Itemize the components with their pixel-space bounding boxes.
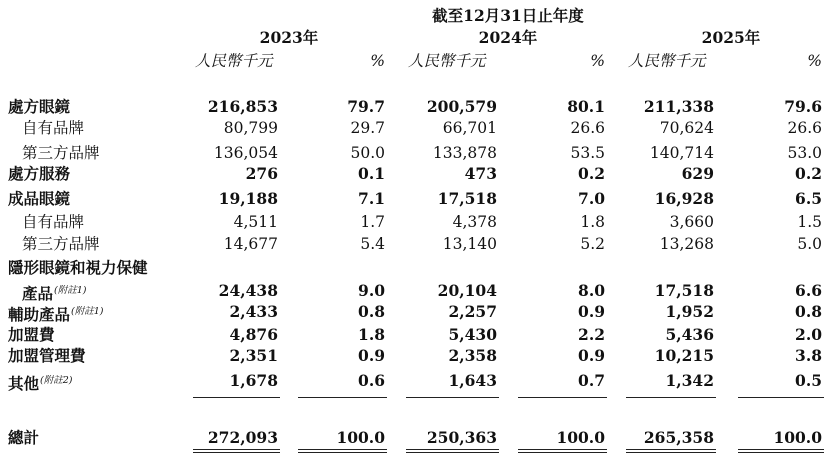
table-cell: 5,436 [665,325,714,344]
table-cell: 1.7 [360,213,385,231]
table-cell: 0.7 [578,371,605,390]
table-cell: 473 [464,164,497,183]
table-cell: 0.9 [578,346,605,365]
total-cell: 265,358 [643,428,714,447]
table-cell: 13,268 [659,235,714,253]
table-cell: 2.2 [578,325,605,344]
row-label [8,164,70,184]
total-cell: 100.0 [556,428,605,447]
row-label-text: 成品眼鏡 [8,189,71,208]
table-cell: 24,438 [218,281,278,300]
table-cell: 2,257 [448,302,497,321]
table-cell: 20,104 [437,281,497,300]
table-cell: 6.5 [795,189,822,208]
table-cell: 26.6 [570,119,605,137]
column-rule [298,397,387,398]
table-cell: 16,928 [654,189,714,208]
row-label [8,371,72,394]
row-label [22,143,100,163]
table-cell: 1.5 [797,213,822,231]
table-cell: 0.2 [795,164,822,183]
footnote-marker: (附註2) [40,375,73,386]
row-label [22,281,86,304]
row-label-text: 處方眼鏡 [8,97,71,116]
year-header: 2024年 [478,28,538,47]
table-cell: 50.0 [350,144,385,162]
row-label-text: 其他 [8,374,40,393]
row-label-text: 產品 [22,284,54,303]
table-cell: 216,853 [207,97,278,116]
table-cell: 0.6 [358,371,385,390]
percent-label: % [590,52,605,70]
table-cell: 5,430 [448,325,497,344]
table-cell: 80,799 [223,119,278,137]
unit-label: 人民幣千元 [628,52,706,70]
table-cell: 79.6 [784,97,822,116]
column-rule [518,449,607,450]
footnote-marker: (附註1) [71,306,104,317]
table-cell: 53.0 [787,144,822,162]
column-rule [193,452,280,453]
row-label-text: 處方服務 [8,164,71,183]
table-cell: 5.2 [580,235,605,253]
table-cell: 66,701 [442,119,497,137]
table-cell: 1,643 [448,371,497,390]
column-rule [738,452,824,453]
column-rule [518,452,607,453]
table-cell: 629 [681,164,714,183]
column-rule [193,397,280,398]
row-label-text: 自有品牌 [22,119,85,137]
unit-label: 人民幣千元 [408,52,486,70]
row-label [22,118,84,138]
table-cell: 1,678 [229,371,278,390]
table-cell: 200,579 [426,97,497,116]
table-cell: 0.1 [358,164,385,183]
table-cell: 53.5 [570,144,605,162]
table-cell: 140,714 [649,144,714,162]
table-cell: 0.8 [358,302,385,321]
unit-label: 人民幣千元 [195,52,273,70]
table-cell: 211,338 [643,97,714,116]
column-rule [193,449,280,450]
table-cell: 136,054 [213,144,278,162]
table-cell: 14,677 [223,235,278,253]
row-label-text: 加盟費 [8,325,55,344]
table-cell: 4,378 [452,213,497,231]
table-cell: 2,433 [229,302,278,321]
table-cell: 7.0 [578,189,605,208]
row-label [22,234,100,254]
row-label-text: 加盟管理費 [8,346,86,365]
year-header: 2023年 [259,28,319,47]
table-cell: 17,518 [437,189,497,208]
table-cell: 0.8 [795,302,822,321]
table-cell: 276 [245,164,278,183]
column-rule [406,397,499,398]
row-label [22,212,84,232]
row-label-text: 輔助產品 [8,305,71,324]
row-label [8,97,70,117]
table-cell: 1,342 [665,371,714,390]
table-cell: 8.0 [578,281,605,300]
table-cell: 7.1 [358,189,385,208]
table-cell: 80.1 [567,97,605,116]
column-rule [406,449,499,450]
table-cell: 3.8 [795,346,822,365]
row-label [8,189,70,209]
table-cell: 13,140 [442,235,497,253]
year-header: 2025年 [701,28,761,47]
table-cell: 2.0 [795,325,822,344]
column-rule [298,452,387,453]
table-cell: 1.8 [580,213,605,231]
table-cell: 5.4 [360,235,385,253]
table-cell: 26.6 [787,119,822,137]
table-cell: 0.2 [578,164,605,183]
table-cell: 29.7 [350,119,385,137]
column-rule [298,449,387,450]
total-cell: 100.0 [336,428,385,447]
table-cell: 3,660 [669,213,714,231]
table-cell: 4,876 [229,325,278,344]
table-cell: 133,878 [432,144,497,162]
total-cell: 100.0 [773,428,822,447]
table-cell: 1,952 [665,302,714,321]
row-label-text: 隱形眼鏡和視力保健 [8,258,148,277]
total-label: 總計 [8,428,40,447]
table-cell: 10,215 [654,346,714,365]
total-cell: 250,363 [426,428,497,447]
column-rule [738,449,824,450]
table-cell: 17,518 [654,281,714,300]
table-cell: 6.6 [795,281,822,300]
table-cell: 70,624 [659,119,714,137]
column-rule [626,452,716,453]
row-label-text: 自有品牌 [22,213,85,231]
table-cell: 19,188 [218,189,278,208]
footnote-marker: (附註1) [54,285,87,296]
row-label [8,325,55,345]
column-rule [518,397,607,398]
row-label [8,346,86,366]
table-cell: 1.8 [358,325,385,344]
table-cell: 5.0 [797,235,822,253]
row-label-text: 第三方品牌 [22,235,100,253]
table-cell: 0.9 [358,346,385,365]
column-rule [738,397,824,398]
row-label-text: 第三方品牌 [22,144,100,162]
table-cell: 79.7 [347,97,385,116]
table-cell: 4,511 [233,213,278,231]
table-cell: 0.9 [578,302,605,321]
percent-label: % [807,52,822,70]
table-cell: 2,351 [229,346,278,365]
percent-label: % [370,52,385,70]
total-cell: 272,093 [207,428,278,447]
period-heading: 截至12月31日止年度 [432,6,584,25]
table-cell: 2,358 [448,346,497,365]
column-rule [406,452,499,453]
row-label [8,302,103,325]
column-rule [626,397,716,398]
table-cell: 0.5 [795,371,822,390]
table-cell: 9.0 [358,281,385,300]
row-label [8,258,148,278]
column-rule [626,449,716,450]
